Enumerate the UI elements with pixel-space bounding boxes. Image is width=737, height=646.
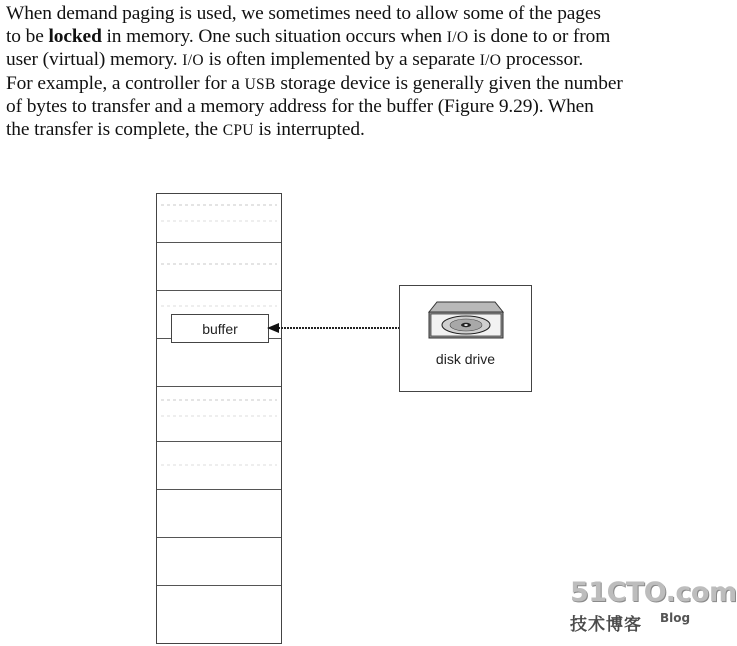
watermark-logo: 51CTO.com (570, 577, 737, 608)
paragraph-line-1: When demand paging is used, we sometimes need to allow some of the pages (6, 3, 601, 24)
paragraph-line-2 (6, 26, 690, 50)
text-span: the transfer is complete, the (6, 118, 223, 140)
memory-frame (157, 194, 281, 242)
text-span: user (virtual) memory. (6, 49, 183, 70)
body-paragraph (6, 3, 690, 142)
memory-frame (157, 489, 281, 538)
small-caps-io: I/O (182, 52, 204, 69)
paragraph-line-5: of bytes to transfer and a memory address for the buffer (Figure 9.29). When (6, 96, 594, 117)
small-caps-io: I/O (446, 28, 469, 46)
memory-frame (157, 585, 281, 644)
memory-frame (157, 242, 281, 291)
memory-frame (157, 386, 281, 435)
bold-term-locked: locked (48, 25, 102, 47)
frame-faded-content (161, 399, 277, 401)
text-span: is often implemented by a separate (203, 49, 480, 70)
small-caps-usb: USB (244, 75, 276, 93)
small-caps-cpu: CPU (222, 121, 254, 139)
memory-frame (157, 441, 281, 490)
watermark-subtitle: 技术博客 (570, 615, 642, 635)
frame-faded-content (161, 305, 277, 307)
text-span: to be (6, 25, 49, 47)
transfer-arrow (265, 318, 405, 338)
disk-drive-label: disk drive (435, 351, 496, 367)
text-span: For example, a controller for a (6, 72, 245, 94)
frame-faded-content (161, 464, 277, 466)
text-span: storage device is generally given the number (275, 72, 623, 94)
frame-faded-content (161, 204, 277, 206)
paragraph-line-6 (6, 119, 690, 143)
site-watermark (568, 577, 737, 637)
watermark-blog: Blog (660, 611, 691, 625)
text-span: is interrupted. (253, 118, 365, 140)
arrow-head (267, 323, 279, 333)
disk-drive-icon (425, 298, 505, 342)
small-caps-io: I/O (479, 52, 502, 69)
buffer-label: buffer (202, 320, 238, 337)
physical-memory-column (156, 193, 282, 644)
text-span: processor. (501, 49, 584, 70)
text-span: in memory. One such situation occurs when (101, 25, 447, 47)
memory-frame (157, 537, 281, 586)
frame-faded-content (161, 263, 277, 265)
text-span: is done to or from (468, 25, 611, 47)
buffer-region (171, 314, 269, 343)
disk-drive-box (399, 285, 532, 392)
paragraph-line-3 (6, 49, 690, 73)
paragraph-line-4 (6, 73, 690, 97)
frame-faded-content (161, 220, 277, 222)
memory-frame (157, 338, 281, 387)
frame-faded-content (161, 415, 277, 417)
